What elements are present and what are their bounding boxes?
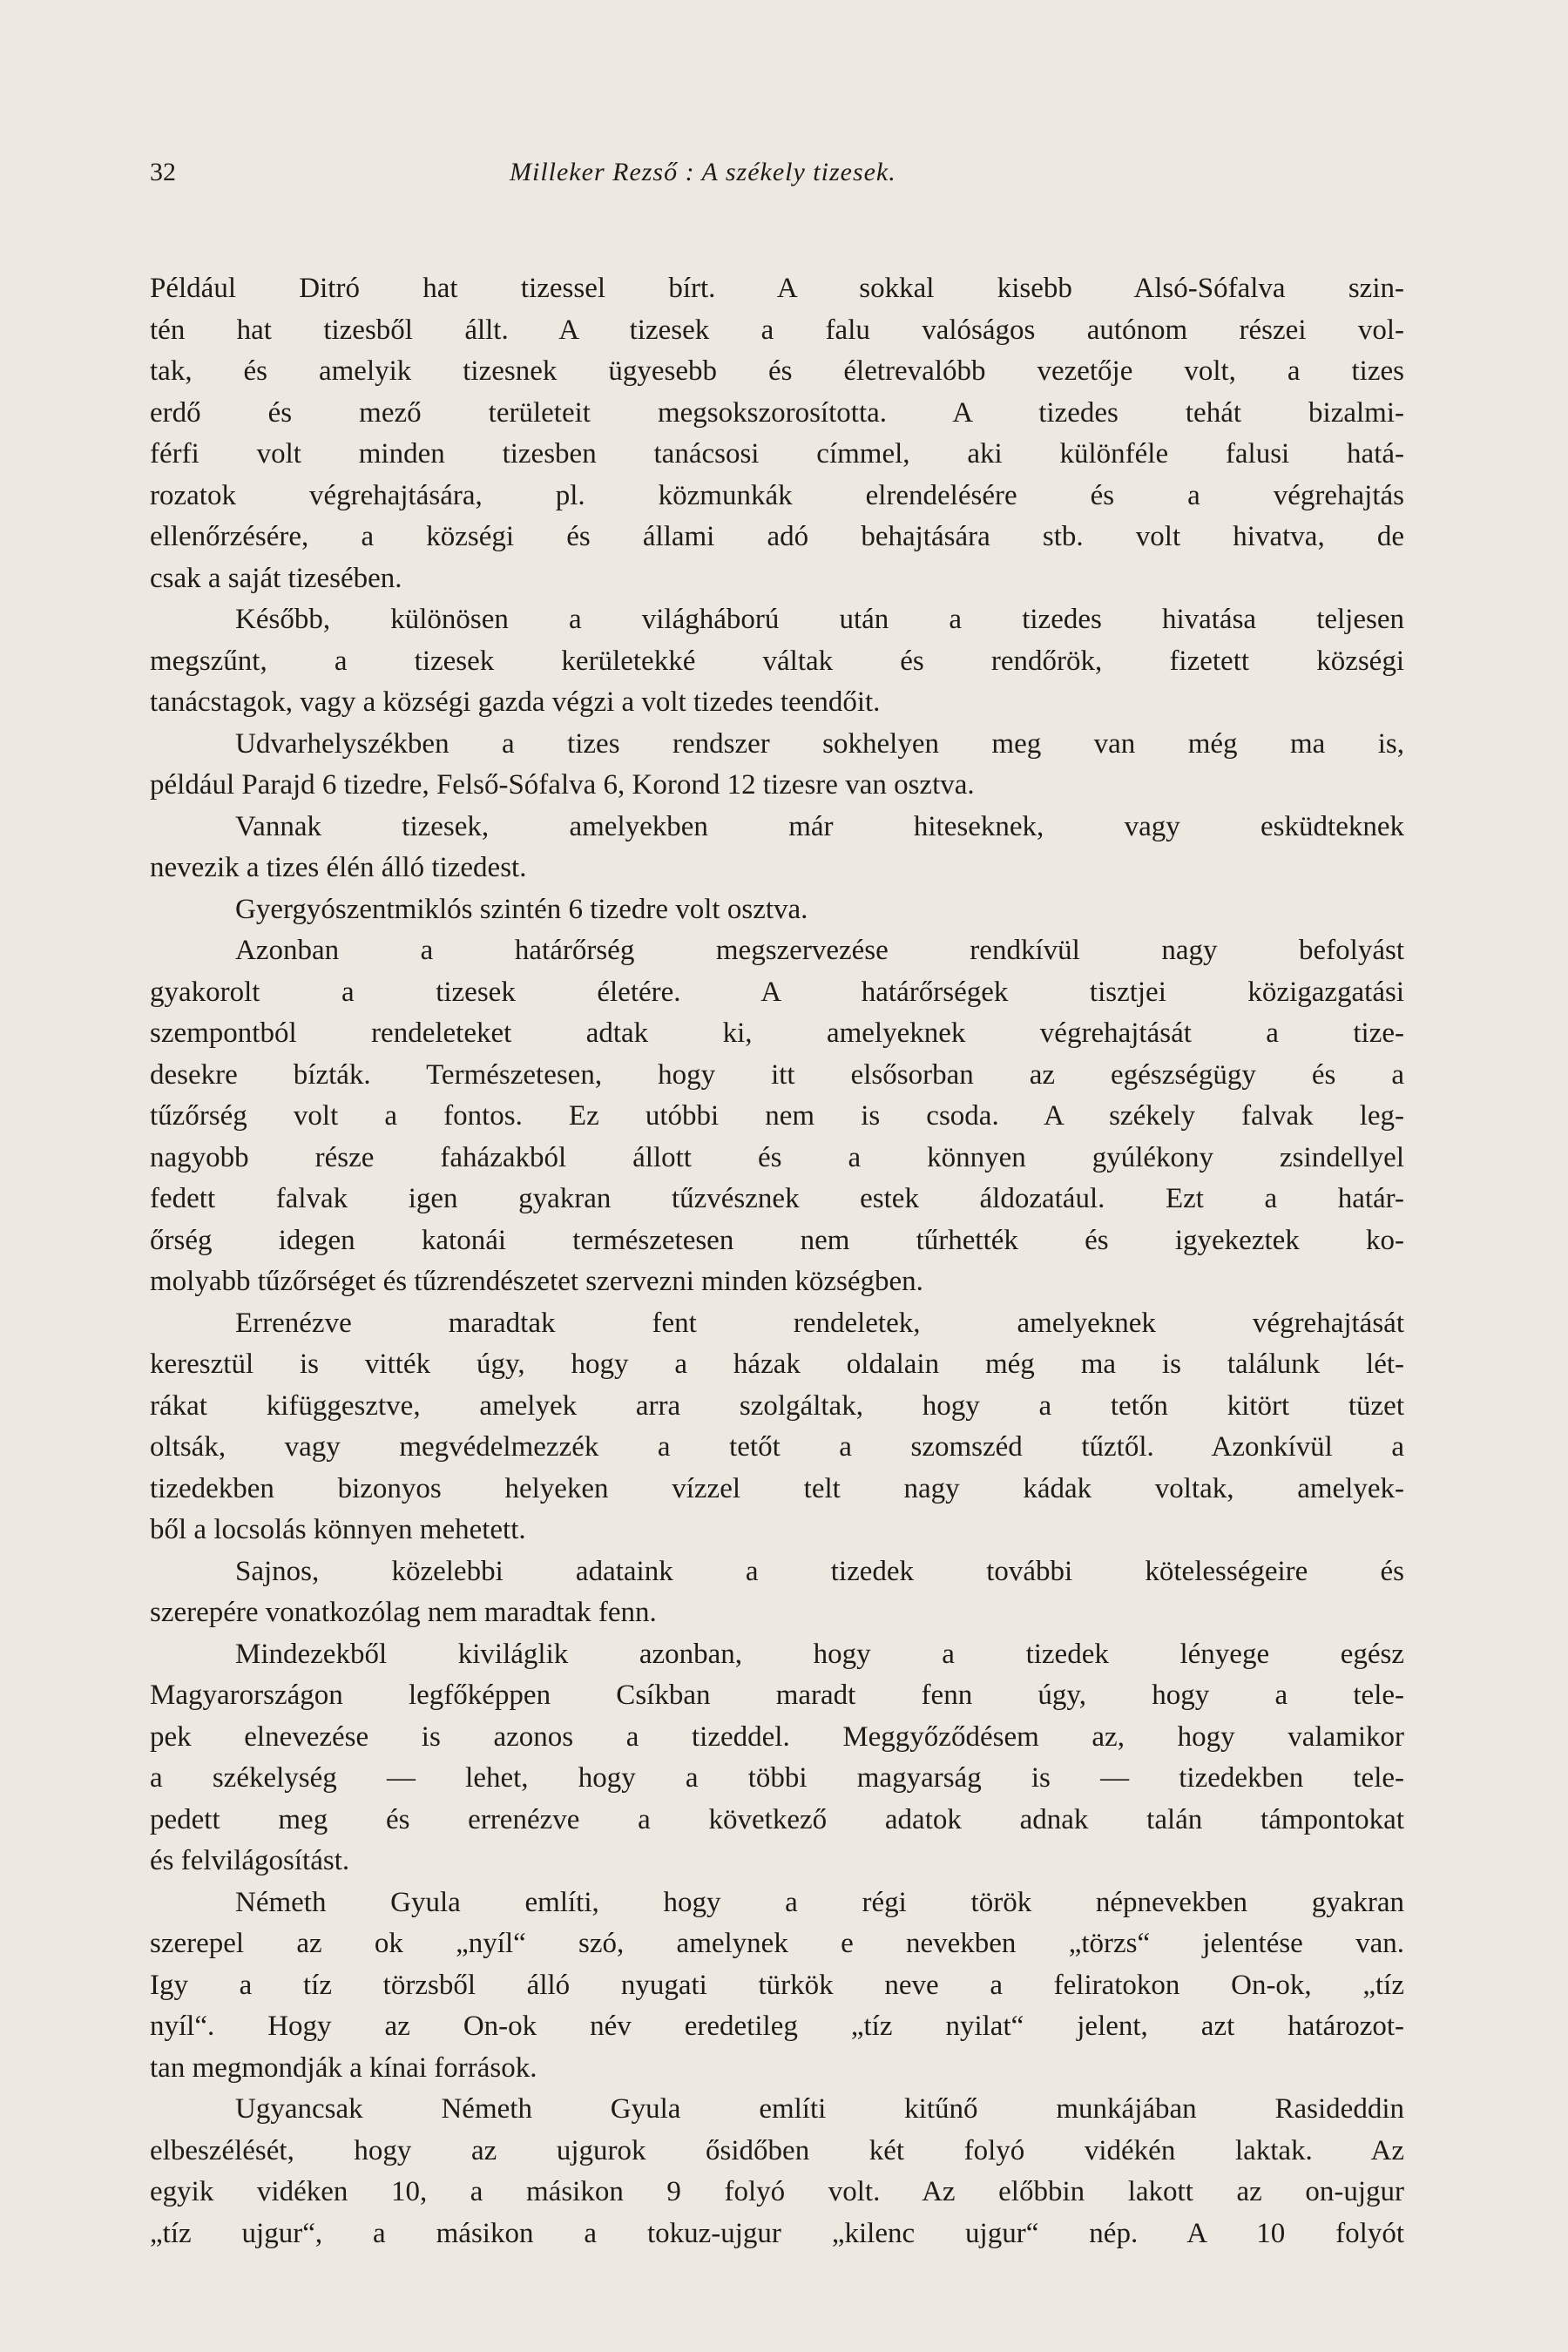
- body-text: [150, 268, 1404, 2254]
- text-line: tizedekben bizonyos helyeken vízzel telt nagy kádak voltak, amelyek-: [150, 1472, 1404, 1504]
- paragraph: [150, 889, 1404, 931]
- text-line: nagyobb része faházakból állott és a könnyen gyúlékony zsindellyel: [150, 1141, 1404, 1173]
- text-line: Errenézve maradtak fent rendeletek, amelyeknek végrehajtását: [235, 1307, 1404, 1339]
- paragraph: [150, 1634, 1404, 1882]
- text-line: pek elnevezése is azonos a tizeddel. Meggyőződésem az, hogy valamikor: [150, 1720, 1404, 1753]
- running-header: [0, 155, 1568, 190]
- paragraph: [150, 1551, 1404, 1634]
- text-line: ellenőrzésére, a községi és állami adó behajtására stb. volt hivatva, de: [150, 521, 1404, 552]
- paragraph: [150, 807, 1404, 889]
- text-line: Azonban a határőrség megszervezése rendkívül nagy befolyást: [235, 935, 1404, 966]
- text-line: molyabb tűzőrséget és tűzrendészetet szervezni minden községben.: [150, 1266, 923, 1297]
- text-line: szerepére vonatkozólag nem maradtak fenn.: [150, 1597, 657, 1628]
- paragraph: [150, 599, 1404, 724]
- paragraph: [150, 1303, 1404, 1551]
- text-line: Később, különösen a világháború után a tizedes hivatása teljesen: [235, 604, 1404, 635]
- text-line: tanácstagok, vagy a községi gazda végzi a volt tizedes teendőit.: [150, 686, 881, 718]
- paragraph: [150, 724, 1404, 807]
- text-line: oltsák, vagy megvédelmezzék a tetőt a szomszéd tűztől. Azonkívül a: [150, 1431, 1404, 1463]
- text-line: Magyarországon legfőképpen Csíkban maradt fenn úgy, hogy a tele-: [150, 1680, 1404, 1711]
- text-line: nyíl“. Hogy az On-ok név eredetileg „tíz nyilat“ jelent, azt határozot-: [150, 2011, 1404, 2042]
- text-line: Vannak tizesek, amelyekben már hiteseknek, vagy esküdteknek: [235, 810, 1404, 842]
- text-line: például Parajd 6 tizedre, Felső-Sófalva 6, Korond 12 tizesre van osztva.: [150, 769, 975, 801]
- text-line: desekre bízták. Természetesen, hogy itt elsősorban az egészségügy és a: [150, 1058, 1404, 1091]
- page-number: 32: [150, 158, 176, 186]
- paragraph: [150, 2089, 1404, 2254]
- text-line: pedett meg és errenézve a következő adatok adnak talán támpontokat: [150, 1803, 1404, 1835]
- text-line: csak a saját tizesében.: [150, 562, 402, 594]
- text-line: őrség idegen katonái természetesen nem tűrhették és igyekeztek ko-: [150, 1224, 1404, 1256]
- text-line: egyik vidéken 10, a másikon 9 folyó volt. Az előbbin lakott az on-ujgur: [150, 2176, 1404, 2207]
- paragraph: [150, 1882, 1404, 2090]
- text-line: Mindezekből kiviláglik azonban, hogy a tizedek lényege egész: [235, 1638, 1404, 1670]
- text-line: szempontból rendeleteket adtak ki, amelyeknek végrehajtását a tize-: [150, 1017, 1404, 1049]
- text-line: ből a locsolás könnyen mehetett.: [150, 1514, 526, 1545]
- text-line: és felvilágosítást.: [150, 1845, 350, 1876]
- text-line: fedett falvak igen gyakran tűzvésznek estek áldozatául. Ezt a határ-: [150, 1183, 1404, 1214]
- text-line: Udvarhelyszékben a tizes rendszer sokhelyen meg van még ma is,: [235, 727, 1404, 760]
- text-line: Németh Gyula említi, hogy a régi török népnevekben gyakran: [235, 1886, 1404, 1918]
- text-line: keresztül is vitték úgy, hogy a házak oldalain még ma is találunk lét-: [150, 1348, 1404, 1380]
- text-line: gyakorolt a tizesek életére. A határőrségek tisztjei közigazgatási: [150, 976, 1404, 1008]
- text-line: rozatok végrehajtására, pl. közmunkák elrendelésére és a végrehajtás: [150, 479, 1404, 511]
- text-line: férfi volt minden tizesben tanácsosi címmel, aki különféle falusi hatá-: [150, 438, 1404, 470]
- text-line: Gyergyószentmiklós szintén 6 tizedre volt osztva.: [235, 893, 808, 925]
- text-line: Igy a tíz törzsből álló nyugati türkök neve a feliratokon On-ok, „tíz: [150, 1969, 1404, 2001]
- text-line: szerepel az ok „nyíl“ szó, amelynek e nevekben „törzs“ jelentése van.: [150, 1928, 1404, 1959]
- text-line: tén hat tizesből állt. A tizesek a falu valóságos autónom részei vol-: [150, 314, 1404, 346]
- paragraph: [150, 930, 1404, 1303]
- text-line: tan megmondják a kínai források.: [150, 2051, 537, 2084]
- running-head-title: Milleker Rezső : A székely tizesek.: [510, 158, 896, 186]
- text-line: „tíz ujgur“, a másikon a tokuz-ujgur „kilenc ujgur“ nép. A 10 folyót: [150, 2217, 1404, 2249]
- text-line: Ugyancsak Németh Gyula említi kitűnő munkájában Rasideddin: [235, 2093, 1404, 2125]
- paragraph: [150, 268, 1404, 599]
- text-line: Sajnos, közelebbi adataink a tizedek további kötelességeire és: [235, 1555, 1404, 1587]
- text-line: Például Ditró hat tizessel bírt. A sokkal kisebb Alsó-Sófalva szin-: [150, 273, 1404, 304]
- text-line: nevezik a tizes élén álló tizedest.: [150, 852, 527, 883]
- text-line: a székelység — lehet, hogy a többi magyarság is — tizedekben tele-: [150, 1762, 1404, 1794]
- text-line: tak, és amelyik tizesnek ügyesebb és életrevalóbb vezetője volt, a tizes: [150, 355, 1404, 387]
- text-line: elbeszélését, hogy az ujgurok ősidőben két folyó vidékén laktak. Az: [150, 2134, 1404, 2166]
- text-line: rákat kifüggesztve, amelyek arra szolgáltak, hogy a tetőn kitört tüzet: [150, 1389, 1404, 1422]
- text-line: megszűnt, a tizesek kerületekké váltak és rendőrök, fizetett községi: [150, 645, 1404, 677]
- text-line: erdő és mező területeit megsokszorosította. A tizedes tehát bizalmi-: [150, 396, 1404, 429]
- text-line: tűzőrség volt a fontos. Ez utóbbi nem is csoda. A székely falvak leg-: [150, 1100, 1404, 1132]
